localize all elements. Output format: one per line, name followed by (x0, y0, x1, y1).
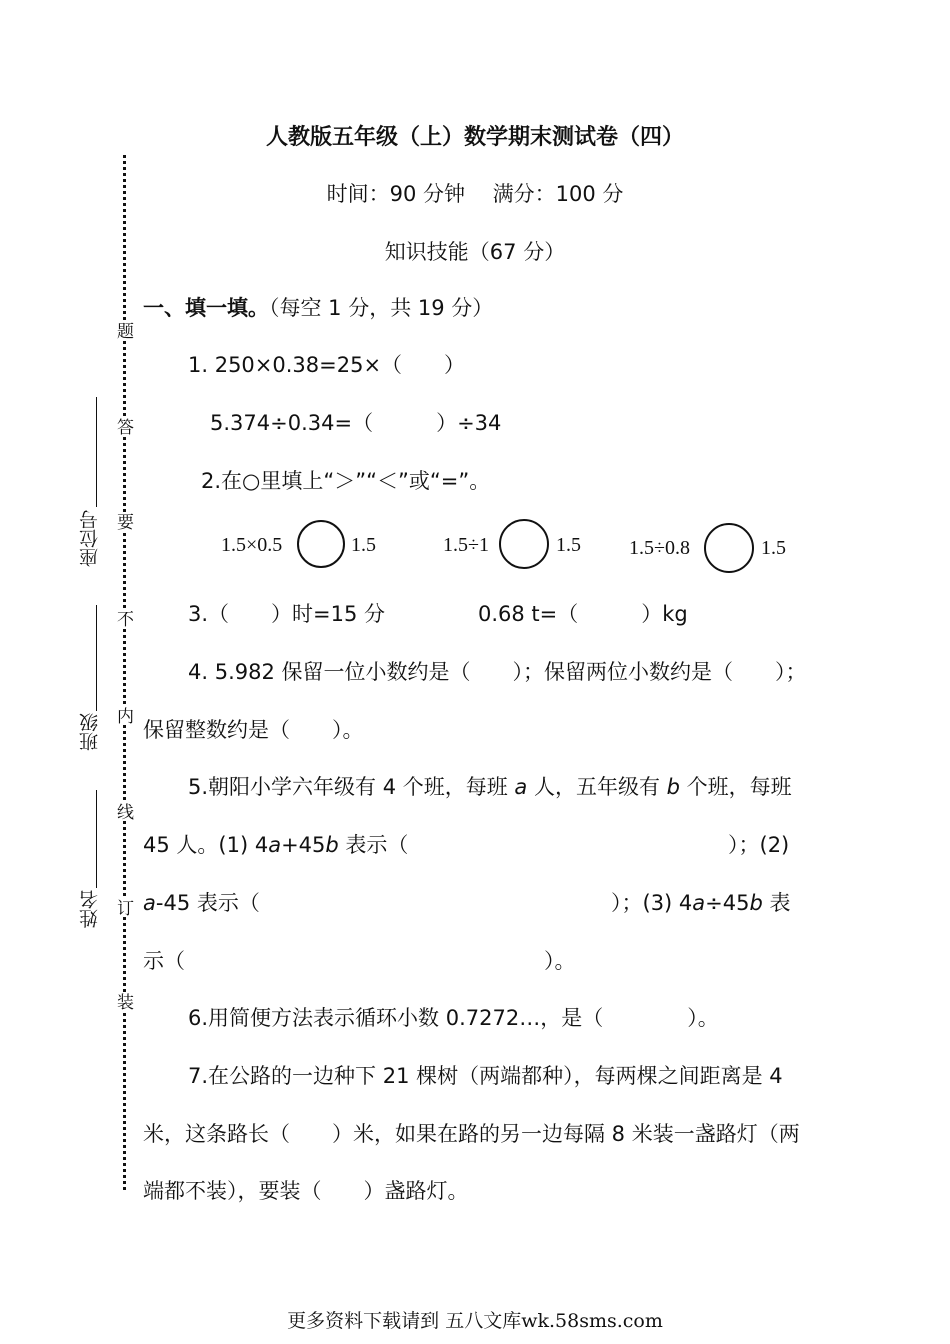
text-segment: 表 (762, 891, 791, 915)
exam-title: 人教版五年级（上）数学期末测试卷（四） (265, 125, 684, 150)
variable-a: a (268, 833, 282, 857)
question-7-line1: 7.在公路的一边种下 21 棵树（两端都种），每两棵之间距离是 4 (188, 1064, 783, 1088)
binding-char: 不 (116, 610, 136, 627)
question-5-line4-end: ）。 (544, 949, 576, 973)
section-note: （每空 1 分，共 19 分） (269, 296, 494, 320)
part-heading: 知识技能（67 分） (384, 240, 566, 264)
compare-3-circle[interactable] (704, 523, 754, 573)
question-7-line3: 端都不装），要装（ ）盏路灯。 (143, 1179, 469, 1203)
text-segment: 个班，每班 (680, 775, 792, 799)
question-2: 2.在○里填上“＞”“＜”或“=”。 (201, 469, 491, 493)
question-4-line2: 保留整数约是（ ）。 (143, 718, 364, 742)
question-1a: 1. 250×0.38=25×（ ） (188, 353, 466, 377)
binding-char: 答 (116, 418, 136, 435)
text-segment: 表示（ (338, 833, 409, 857)
question-5-line3-start (143, 888, 260, 918)
compare-2-right: 1.5 (556, 534, 581, 556)
section-heading (143, 293, 493, 323)
question-4-line1: 4. 5.982 保留一位小数约是（ ）；保留两位小数约是（ ）； (188, 660, 807, 684)
compare-1-circle[interactable] (297, 520, 345, 568)
question-5-line2-end: ）；(2) (728, 833, 790, 857)
variable-b: b (325, 833, 339, 857)
question-5-line3-end (611, 888, 791, 918)
compare-2-left: 1.5÷1 (443, 534, 489, 556)
compare-3-right: 1.5 (761, 537, 786, 559)
binding-char: 装 (116, 993, 136, 1010)
variable-a: a (143, 891, 156, 915)
exam-meta: 时间：90 分钟 满分：100 分 (326, 182, 624, 206)
compare-1-left: 1.5×0.5 (221, 534, 283, 556)
text-segment: 人，五年级有 (527, 775, 667, 799)
name-label: 姓名 (79, 890, 101, 928)
name-blank (96, 790, 97, 888)
compare-3-left: 1.5÷0.8 (629, 537, 690, 559)
class-blank (96, 605, 97, 711)
question-5-line1 (188, 772, 792, 802)
question-7-line2: 米，这条路长（ ）米，如果在路的另一边每隔 8 米装一盏路灯（两 (143, 1122, 800, 1146)
binding-char: 内 (116, 707, 136, 724)
question-3b: 0.68 t=（ ）kg (478, 602, 688, 626)
question-1b: 5.374÷0.34=（ ）÷34 (210, 411, 502, 435)
variable-b: b (749, 891, 763, 915)
compare-2-circle[interactable] (499, 519, 549, 569)
footer-watermark: 更多资料下载请到 五八文库wk.58sms.com (287, 1310, 663, 1332)
text-segment: -45 表示（ (155, 891, 260, 915)
question-5-line4-start: 示（ (143, 949, 185, 973)
question-5-line2-start (143, 830, 408, 860)
compare-1-right: 1.5 (351, 534, 376, 556)
text-segment: +45 (281, 833, 326, 857)
text-segment: 45 人。(1) 4 (143, 833, 269, 857)
seat-number-blank (96, 397, 97, 507)
binding-char: 题 (116, 322, 136, 339)
text-segment: ÷45 (705, 891, 750, 915)
question-6: 6.用简便方法表示循环小数 0.7272…，是（ ）。 (188, 1006, 719, 1030)
binding-char: 订 (116, 899, 136, 916)
variable-a: a (514, 775, 528, 799)
class-label: 班级 (79, 713, 101, 751)
section-title: 一、填一填。 (143, 296, 269, 320)
variable-a: a (692, 891, 706, 915)
text-segment: ）；(3) 4 (611, 891, 693, 915)
binding-char: 要 (116, 513, 136, 530)
question-3a: 3.（ ）时=15 分 (188, 602, 386, 626)
seat-number-label: 座位号 (79, 510, 101, 567)
binding-char: 线 (116, 803, 136, 820)
text-segment: 5.朝阳小学六年级有 4 个班，每班 (188, 775, 515, 799)
binding-dotted-line (123, 155, 126, 1190)
variable-b: b (666, 775, 680, 799)
